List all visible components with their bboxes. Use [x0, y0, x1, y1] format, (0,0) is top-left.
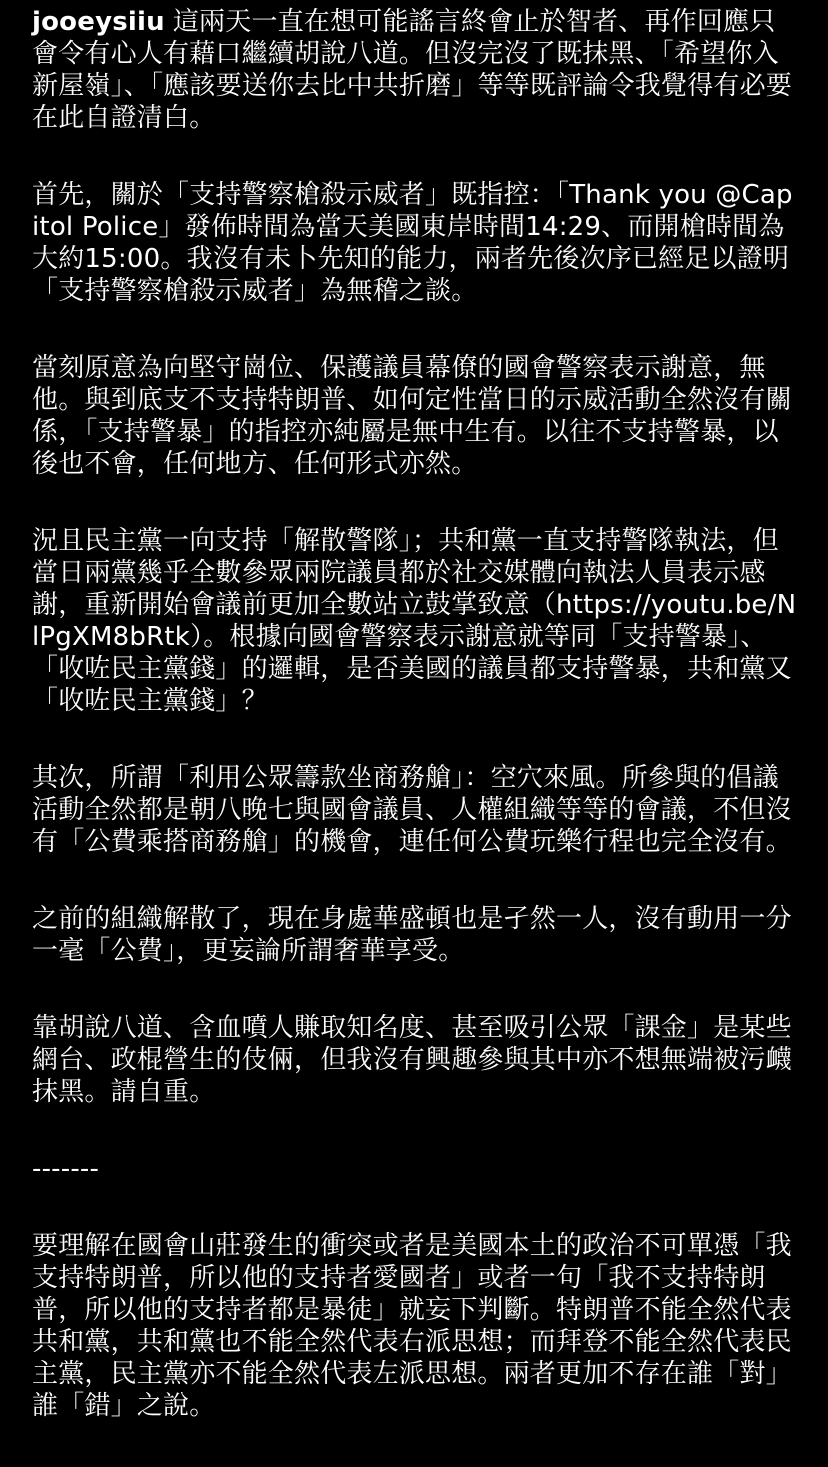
caption-paragraph-6: 之前的組織解散了，現在身處華盛頓也是孑然一人，沒有動用一分一毫「公費」，更妄論所謂奢華享受。 — [32, 904, 792, 966]
caption-paragraph-5: 其次，所謂「利用公眾籌款坐商務艙」：空穴來風。所參與的倡議活動全然都是朝八晚七與國會議員、人權組織等等的會議，不但沒有「公費乘搭商務艙」的機會，連任何公費玩樂行程也完全沒有。 — [32, 763, 792, 857]
post-caption — [32, 6, 800, 1467]
caption-paragraph-1 — [32, 6, 800, 134]
caption-divider: ------- — [32, 1154, 100, 1184]
caption-paragraph-3: 當刻原意為向堅守崗位、保護議員幕僚的國會警察表示謝意，無他。與到底支不支持特朗普、如何定性當日的示威活動全然沒有關係，「支持警暴」的指控亦純屬是無中生有。以往不支持警暴，以後也不會，任何地方、任何形式亦然。 — [32, 353, 792, 479]
caption-paragraph-4: 況且民主黨一向支持「解散警隊」；共和黨一直支持警隊執法，但當日兩黨幾乎全數參眾兩院議員都於社交媒體向執法人員表示感謝，重新開始會議前更加全數站立鼓掌致意（https://youtu.be/NlPgXM8bRtk）。根據向國會警察表示謝意就等同「支持警暴」、「收咗民主黨錢」的邏輯，是否美國的議員都支持警暴，共和黨又「收咗民主黨錢」？ — [32, 526, 797, 716]
caption-paragraph-8: 要理解在國會山莊發生的衝突或者是美國本土的政治不可單憑「我支持特朗普，所以他的支持者愛國者」或者一句「我不支持特朗普，所以他的支持者都是暴徒」就妄下判斷。特朗普不能全然代表共和黨，共和黨也不能全然代表右派思想；而拜登不能全然代表民主黨，民主黨亦不能全然代表左派思想。兩者更加不存在誰「對」誰「錯」之說。 — [32, 1231, 792, 1421]
caption-text: 這兩天一直在想可能謠言終會止於智者、再作回應只會令有心人有藉口繼續胡說八道。但沒完沒了既抹黑、「希望你入新屋嶺」、「應該要送你去比中共折磨」等等既評論令我覺得有必要在此自證清白。 — [32, 7, 793, 133]
username-link[interactable]: jooeysiiu — [32, 7, 165, 37]
caption-paragraph-2: 首先，關於「支持警察槍殺示威者」既指控：「Thank you @Capitol Police」發佈時間為當天美國東岸時間14:29、而開槍時間為大約15:00。我沒有未卜先知的能力，兩者先後次序已經足以證明「支持警察槍殺示威者」為無稽之談。 — [32, 180, 793, 306]
caption-paragraph-7: 靠胡說八道、含血噴人賺取知名度、甚至吸引公眾「課金」是某些網台、政棍營生的伎倆，但我沒有興趣參與其中亦不想無端被污衊抹黑。請自重。 — [32, 1013, 792, 1107]
